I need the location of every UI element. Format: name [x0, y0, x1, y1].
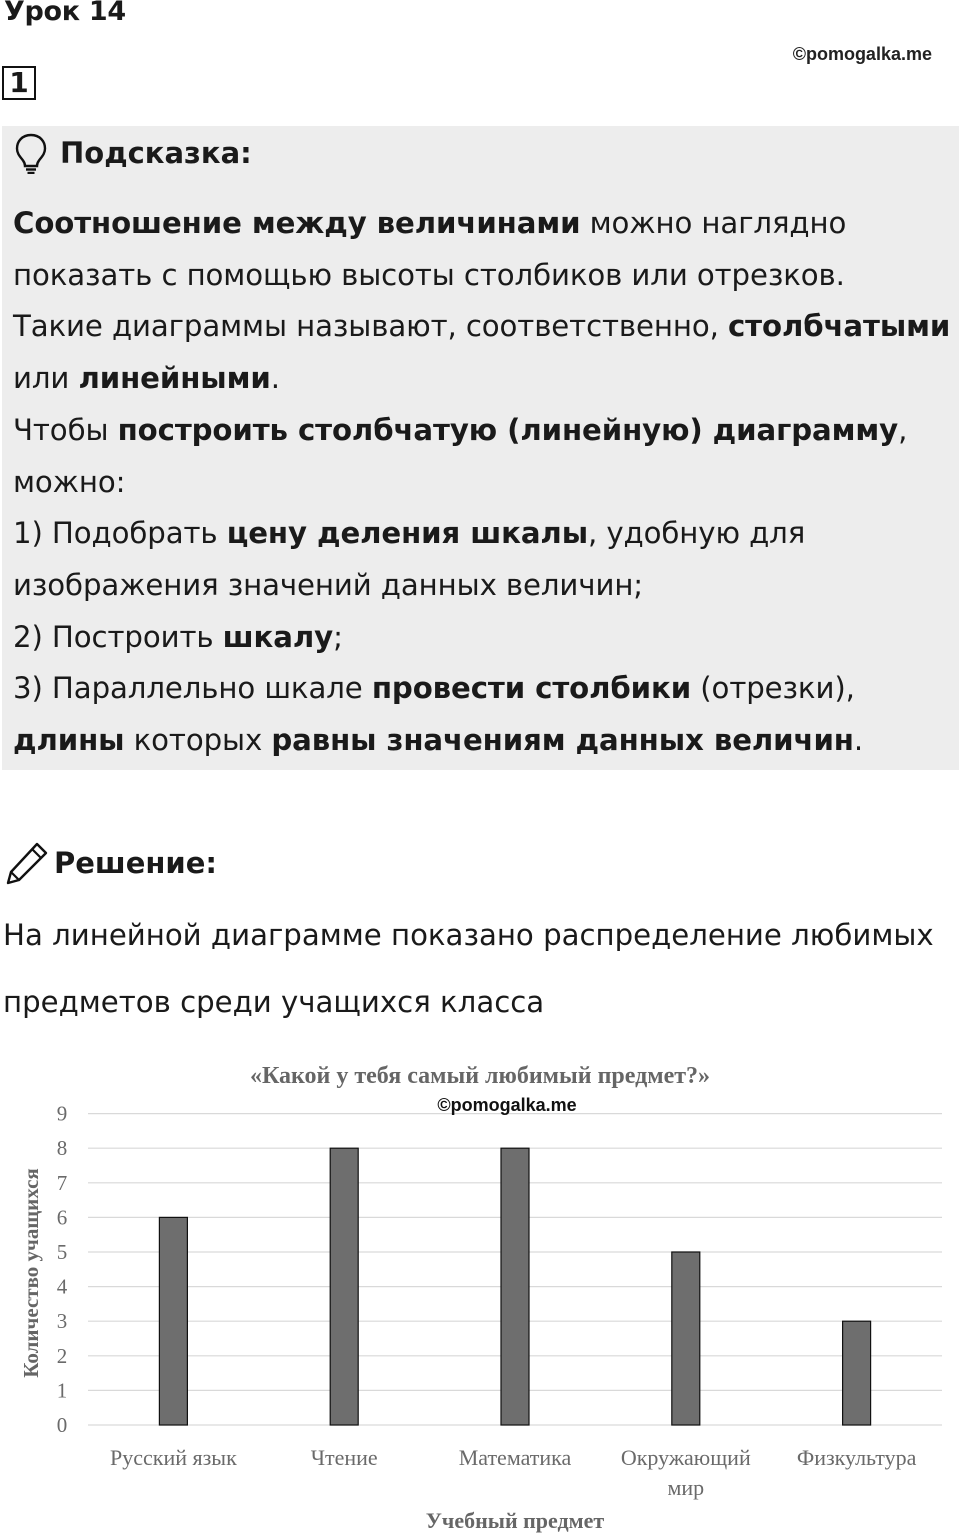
y-tick-label: 0: [56, 1413, 68, 1437]
x-tick-label: Чтение: [310, 1445, 378, 1470]
y-tick-label: 1: [56, 1378, 68, 1403]
hint-header: [14, 132, 252, 174]
x-tick-label: мир: [667, 1475, 705, 1500]
solution-line: предметов среди учащихся класса: [3, 985, 545, 1019]
x-tick-label: Математика: [458, 1445, 572, 1470]
solution-line: На линейной диаграмме показано распределение любимых: [3, 918, 934, 952]
bar: [330, 1148, 358, 1425]
hint-line: показать с помощью высоты столбиков или отрезков.: [13, 257, 845, 292]
bar: [159, 1217, 187, 1425]
y-tick-label: 6: [56, 1205, 68, 1230]
hint-line: Соотношение между величинами можно наглядно: [13, 206, 847, 240]
hint-line: 1) Подобрать цену деления шкалы, удобную для: [13, 516, 806, 551]
hint-line: Чтобы построить столбчатую (линейную) диаграмму,: [13, 412, 908, 447]
bar: [501, 1148, 529, 1425]
y-tick-label: 7: [56, 1170, 68, 1195]
y-tick-label: 3: [56, 1309, 68, 1334]
y-tick-label: 2: [56, 1343, 68, 1368]
watermark: ©pomogalka.me: [792, 44, 932, 64]
lightbulb-icon: [14, 132, 48, 174]
y-tick-label: 4: [56, 1274, 68, 1299]
solution-header: [4, 840, 217, 886]
hint-line: длины которых равны значениям данных величин.: [13, 723, 864, 758]
solution-title: Решение:: [54, 846, 218, 880]
hint-line: 3) Параллельно шкале провести столбики (отрезки),: [13, 671, 855, 706]
hint-text: [13, 198, 953, 767]
y-tick-label: 5: [56, 1240, 68, 1264]
x-axis-label: Учебный предмет: [425, 1508, 605, 1533]
hint-title: Подсказка:: [60, 136, 252, 170]
bar: [843, 1321, 871, 1425]
hint-line: 2) Построить шкалу;: [13, 619, 343, 654]
hint-line: Такие диаграммы называют, соответственно, столбчатыми: [13, 309, 951, 344]
solution-text: [3, 902, 958, 1036]
hint-line: можно:: [13, 464, 126, 499]
hint-line: изображения значений данных величин;: [13, 567, 644, 602]
bar-chart: [0, 1050, 960, 1535]
x-tick-label: Русский язык: [110, 1445, 237, 1470]
y-axis-label: Количество учащихся: [19, 1168, 43, 1378]
bar: [672, 1252, 700, 1425]
chart-watermark: ©pomogalka.me: [437, 1095, 577, 1115]
chart-title: «Какой у тебя самый любимый предмет?»: [249, 1063, 711, 1089]
lesson-title: Урок 14: [4, 0, 126, 27]
x-tick-label: Физкультура: [796, 1445, 917, 1470]
hint-line: или линейными.: [13, 361, 280, 396]
y-tick-label: 8: [56, 1136, 68, 1161]
y-tick-label: 9: [56, 1101, 68, 1126]
x-tick-label: Окружающий: [620, 1445, 751, 1470]
task-number: 1: [2, 66, 36, 100]
pencil-icon: [4, 840, 50, 886]
